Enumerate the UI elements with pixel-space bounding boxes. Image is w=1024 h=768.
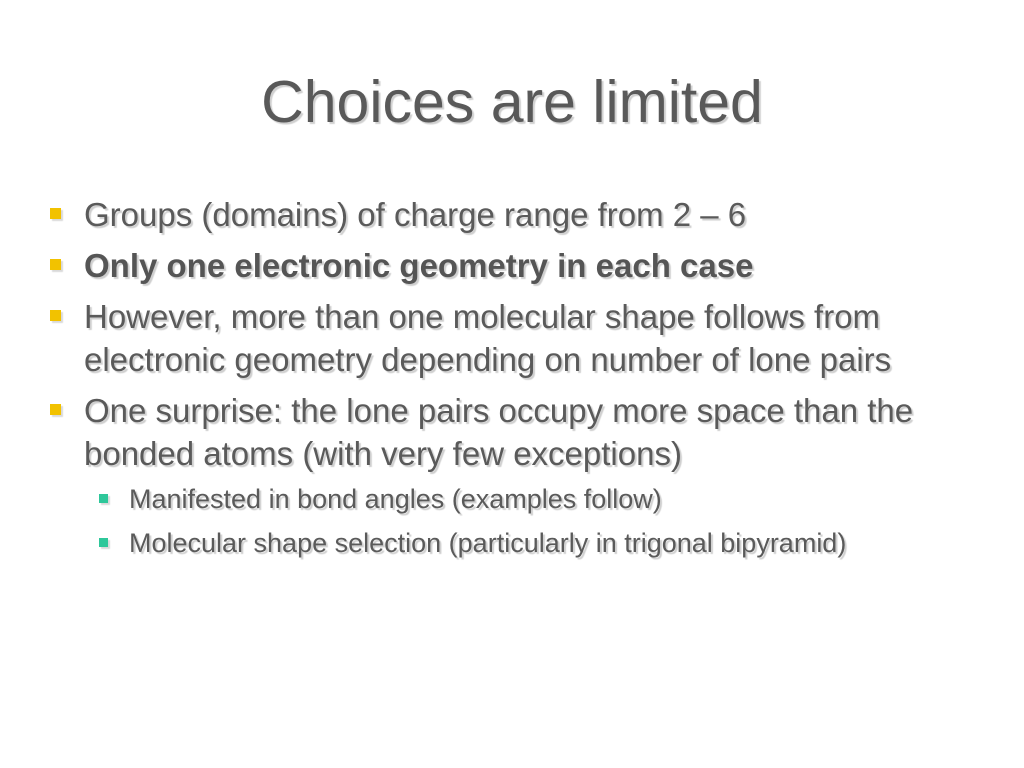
square-bullet-icon — [50, 259, 61, 270]
sub-bullet-text: Molecular shape selection (particularly in trigonal bipyramid) — [129, 528, 847, 558]
bullet-list — [44, 193, 1004, 571]
bullet-text: However, more than one molecular shape follows from electronic geometry depending on number of lone pairs — [84, 298, 892, 378]
square-bullet-icon — [50, 310, 61, 321]
square-sub-bullet-icon — [99, 538, 108, 547]
square-sub-bullet-icon — [99, 494, 108, 503]
square-bullet-icon — [50, 404, 61, 415]
bullet-item-bold — [44, 244, 1004, 287]
bullet-item — [44, 295, 1004, 381]
sub-bullet-item — [94, 483, 1004, 515]
bullet-text: Only one electronic geometry in each case — [84, 247, 754, 284]
bullet-item — [44, 193, 1004, 236]
bullet-item — [44, 389, 1004, 475]
bullet-text: Groups (domains) of charge range from 2 – 6 — [84, 196, 747, 233]
slide-title: Choices are limited — [261, 69, 763, 135]
bullet-text: One surprise: the lone pairs occupy more space than the bonded atoms (with very few exceptions) — [84, 392, 914, 472]
sub-bullet-item — [94, 527, 1004, 559]
sub-bullet-list — [44, 483, 1004, 559]
square-bullet-icon — [50, 208, 61, 219]
sub-bullet-text: Manifested in bond angles (examples follow) — [129, 484, 662, 514]
